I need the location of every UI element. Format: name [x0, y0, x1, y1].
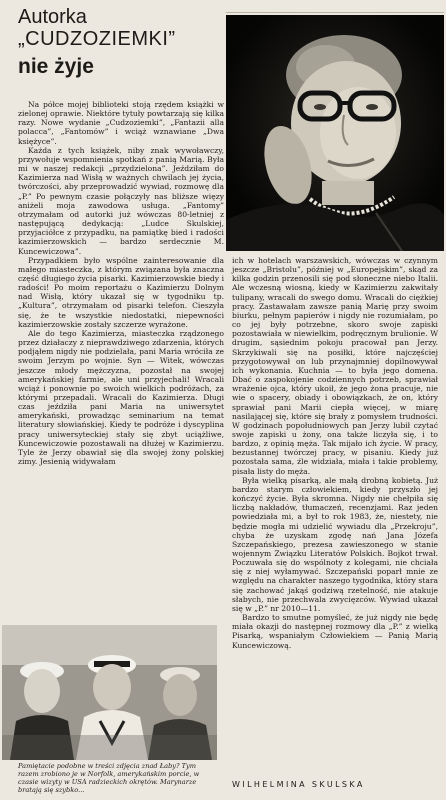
article-column-1 [18, 100, 224, 466]
paragraph: Każda z tych książek, niby znak wywoławczy, przywołuje wspomnienia spotkań z panią Marią. Była mi w naszej redakcji „przydzielona”. Jeździłam do Kazimierza nad Wisłą w ważnych chwilach jej życia, twórczości, aby przeprowadzić wywiad, rozmowę dla „P.” Po pewnym czasie połączyły nas bliższe więzy aniżeli moja zawodowa usługa. „Fantomy” otrzymałam od autorki już wówczas 80-letniej z następującą dedykacją: „Ludce Skulskiej, przyjaciółce z przypadku, na pamiątkę bied i radości kazimierzowskich — bardzo serdecznie M. Kuncewiczowa”. [18, 145, 224, 256]
photo-caption: Pamiętacie podobne w treści zdjęcia znad Łaby? Tym razem zrobiono je w Norfolk, amerykańskim porcie, w czasie wizyty w USA radzieckich okrętów. Marynarze bratają się szybko... [18, 762, 200, 794]
paragraph: Bardzo to smutne pomyśleć, że już nigdy nie będę miała okazji do następnej rozmowy dla „P.” z wielką Pisarką, wspaniałym Człowiekiem — Panią Marią Kuncewiczową. [232, 613, 438, 650]
article-column-2 [232, 256, 438, 650]
portrait-photo [226, 15, 444, 251]
portrait-photo-drawing [226, 15, 444, 251]
paragraph: ich w hotelach warszawskich, wówczas w czynnym jeszcze „Bristolu”, później w „Europejskim”, skąd za kilka godzin przenosili się pod słoneczne niebo Italii. Ale wczesną wiosną, kiedy w Kazimierzu zakwitały tulipany, wracali do swego domu. Wracali do ciężkiej pracy. Zastawałam zawsze panią Marię przy swoim biurku, pełnym papierów i nigdy nie rozumiałam, po co jej były potrzebne, skoro swoje zapiski pozostawiała w niewielkim, podręcznym brulionie. W drugim, sąsiednim pokoju pracował pan Jerzy. Skrzykiwali się na posiłki, które najczęściej przygotowywał on lub przynajmniej dopilnowywał ich wykonania. Kuchnia — to była jego domena. Dbać o zaspokojenie codziennych potrzeb, sprawiał wrażenie ojca, który ukoił, że jego żona pracuje, nie wie o spacery, obiady i obowiązkach, że on, który sprawiał pani Marii ciepła więcej, w miarę nasilającej się, które się brały z pomysłem trudności. W godzinach popołudniowych pan Jerzy lubił czytać swoje zapiski u żony, ona także liczyła się, i to bardzo, z opinią męża. Tak mijało ich życie. W pracy, bezustannej twórczej pracy, w pisaniu. Kiedy już pozostała sama, źle widziała, miała i takie problemy, pisała listy do męża. [232, 256, 438, 476]
article-headline [18, 6, 223, 80]
headline-line-1: Autorka [18, 6, 87, 28]
paragraph: Ale do tego Kazimierza, miasteczka rządzonego przez działaczy z nieprawdziwego zdarzenia, których podjąłem nigdy nie podzielała, pani Maria wróciła ze swoim Jerzym po wojnie. Syn — Witek, wówczas jeszcze młody mężczyzna, pozostał na swojej amerykańskiej farmie, ale uni przyjechali! Wracali wciąż i ponownie po swoich wielkich podróżach, za którymi przepadali. Wracali do Kazimierza. Długi czas jeździła pani Maria na uniwersytet amerykański, prowadząc seminarium na temat literatury słowiańskiej. Kiedy te podróże i dyscyplina pracy uniwersyteckiej stały się zbyt uciążliwe, Kuncewiczowie pozostawali na dłużej w Kazimierzu. Tyle że Jerzy obawiał się dla swojej żony polskiej zimy. Jesienią widywałam [18, 328, 224, 467]
author-signature: WILHELMINA SKULSKA [232, 780, 365, 789]
paragraph: Na półce mojej biblioteki stoją rzędem książki w zielonej oprawie. Niektóre tytuły powtarzają się kilka razy. Nowe wydanie „Cudzoziemki”, „Fantazii alla polacca”, „Fantomów” i wciąż wznawiane „Dwa księżyce”. [18, 100, 224, 146]
paragraph: Była wielką pisarką, ale małą drobną kobietą. Już bardzo starym człowiekiem, kiedy przyszło jej kończyć życie. Była skromna. Nigdy nie chełpiła się liczbą nakładów, tłumaczeń, recenzjami. Raz jeden powiedziała mi, a był to rok 1983, że, niestety, nie będzie mogła mi udzielić wywiadu dla „Przekroju”, chyba że uzyskam zgodę nań Jana Józefa Szczepańskiego, prezesa zawieszonego w stanie wojennym Związku Literatów Polskich. Bojkot trwał. Poczuwała się do wspólnoty z kolegami, nie chciała się z niej wyłamywać. Szczepański poparł mnie ze względu na charakter naszego tygodnika, który stara się zachować jakąś godziwą rzetelność, nie atakuje słabych, nie przechwala zwycięzców. Wywiad ukazał się w „P.” nr 2010—11. [232, 475, 438, 613]
photo-top-rule [226, 12, 444, 13]
paragraph: Przypadkiem było wspólne zainteresowanie dla małego miasteczka, z którym związana była znaczna część długiego życia pisarki. Kazimierzowskie biedy i radości! Po moim reportażu o Kazimierzu Dolnym nad Wisłą, który ukazał się w tygodniku tp. „Kultura”, otrzymałam od pisarki telefon. Cieszyła się, że te wszystkie niedostatki, niepewności kazimierzowskie zostały szczerze wyrażone. [18, 255, 224, 329]
headline-line-3: nie żyje [18, 55, 94, 78]
headline-line-2: „CUDZOZIEMKI” [18, 28, 176, 50]
sailors-photo [2, 625, 217, 760]
sailors-photo-drawing [2, 625, 217, 760]
